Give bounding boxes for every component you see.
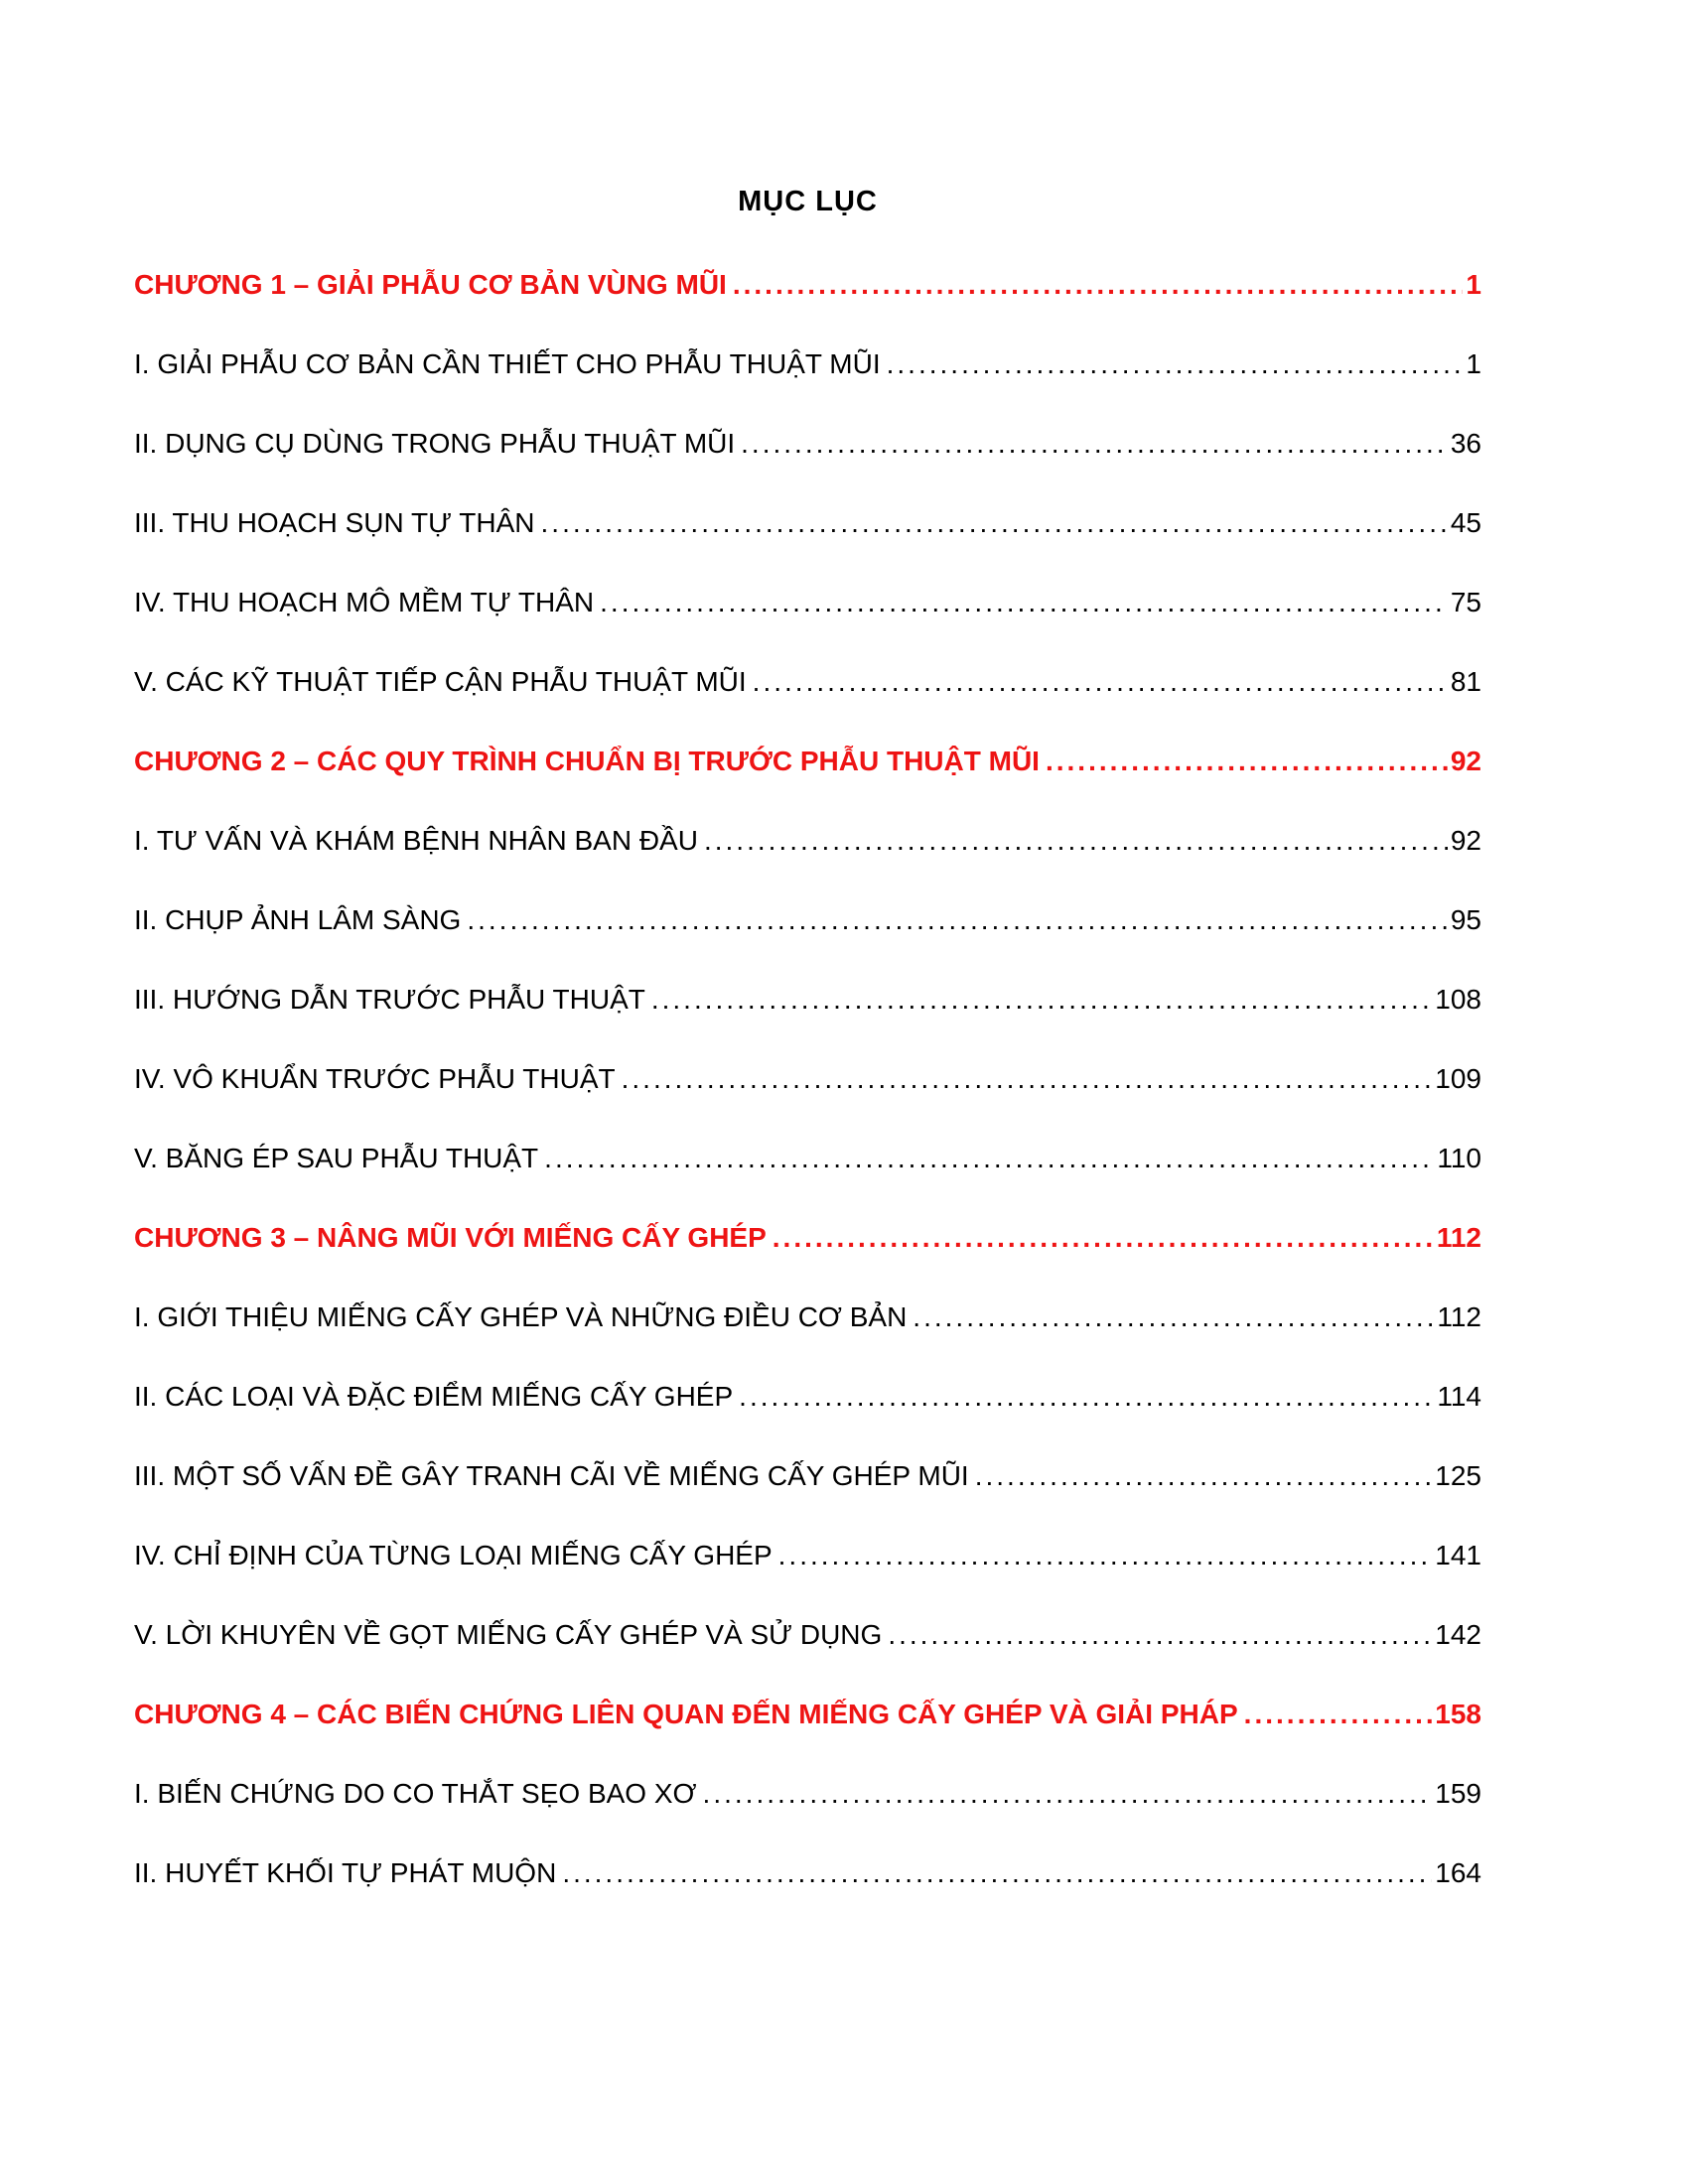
toc-entry-label: I. TƯ VẤN VÀ KHÁM BỆNH NHÂN BAN ĐẦU — [134, 825, 698, 856]
toc-item-row — [134, 801, 1481, 881]
toc-page-number: 1 — [1466, 348, 1481, 379]
toc-item-row — [134, 483, 1481, 563]
toc-entry-label: CHƯƠNG 1 – GIẢI PHẪU CƠ BẢN VÙNG MŨI — [134, 269, 727, 300]
toc-page-number: 92 — [1450, 825, 1481, 856]
toc-entry-label: I. GIỚI THIỆU MIẾNG CẤY GHÉP VÀ NHỮNG ĐIỀU CƠ BẢN — [134, 1301, 908, 1332]
toc-item-row — [134, 881, 1481, 960]
toc-page-number: 159 — [1435, 1778, 1481, 1809]
dotted-leader — [544, 1119, 1434, 1198]
toc-entry-label: II. HUYẾT KHỐI TỰ PHÁT MUỘN — [134, 1857, 557, 1888]
dotted-leader — [1244, 1675, 1433, 1754]
toc-item-row — [134, 563, 1481, 642]
toc-item-row — [134, 1754, 1481, 1834]
toc-page-number: 164 — [1435, 1857, 1481, 1888]
dotted-leader — [622, 1039, 1433, 1119]
toc-page-number: 158 — [1435, 1699, 1481, 1729]
toc-entry-label: V. BĂNG ÉP SAU PHẪU THUẬT — [134, 1143, 539, 1173]
toc-item-row — [134, 1436, 1481, 1516]
dotted-leader — [913, 1278, 1434, 1357]
toc-page-number: 95 — [1450, 904, 1481, 935]
dotted-leader — [778, 1516, 1433, 1595]
toc-page-number: 36 — [1450, 428, 1481, 459]
dotted-leader — [651, 960, 1432, 1039]
toc-entry-label: II. CÁC LOẠI VÀ ĐẶC ĐIỂM MIẾNG CẤY GHÉP — [134, 1381, 734, 1412]
toc-item-row — [134, 1357, 1481, 1436]
dotted-leader — [733, 245, 1464, 325]
dotted-leader — [739, 1357, 1434, 1436]
page-title: MỤC LỤC — [738, 186, 878, 217]
dotted-leader — [562, 1834, 1432, 1913]
toc-entry-label: V. LỜI KHUYÊN VỀ GỌT MIẾNG CẤY GHÉP VÀ SỬ DỤNG — [134, 1619, 883, 1650]
toc-chapter-row — [134, 722, 1481, 801]
toc-page-number: 1 — [1466, 269, 1481, 300]
dotted-leader — [541, 483, 1448, 563]
toc-entry-label: I. GIẢI PHẪU CƠ BẢN CẦN THIẾT CHO PHẪU THUẬT MŨI — [134, 348, 881, 379]
toc-page-number: 81 — [1450, 666, 1481, 697]
toc-entry-label: II. CHỤP ẢNH LÂM SÀNG — [134, 904, 462, 935]
dotted-leader — [600, 563, 1448, 642]
toc-item-row — [134, 1595, 1481, 1675]
toc-entry-label: IV. CHỈ ĐỊNH CỦA TỪNG LOẠI MIẾNG CẤY GHÉP — [134, 1540, 773, 1570]
toc-item-row — [134, 1834, 1481, 1913]
toc-page-number: 112 — [1436, 1222, 1481, 1253]
toc-entry-label: CHƯƠNG 4 – CÁC BIẾN CHỨNG LIÊN QUAN ĐẾN MIẾNG CẤY GHÉP VÀ GIẢI PHÁP — [134, 1699, 1238, 1729]
toc-entry-label: III. THU HOẠCH SỤN TỰ THÂN — [134, 507, 535, 538]
toc-chapter-row — [134, 1198, 1481, 1278]
toc-page-number: 92 — [1450, 746, 1481, 776]
toc-item-row — [134, 404, 1481, 483]
dotted-leader — [773, 1198, 1434, 1278]
toc-item-row — [134, 642, 1481, 722]
toc-entry-label: V. CÁC KỸ THUẬT TIẾP CẬN PHẪU THUẬT MŨI — [134, 666, 747, 697]
toc-page-number: 141 — [1435, 1540, 1481, 1570]
toc-page-number: 125 — [1435, 1460, 1481, 1491]
toc-page-number: 75 — [1450, 587, 1481, 617]
toc-page-number: 142 — [1435, 1619, 1481, 1650]
toc-entry-label: CHƯƠNG 3 – NÂNG MŨI VỚI MIẾNG CẤY GHÉP — [134, 1222, 767, 1253]
toc-entry-label: III. MỘT SỐ VẤN ĐỀ GÂY TRANH CÃI VỀ MIẾNG CẤY GHÉP MŨI — [134, 1460, 969, 1491]
toc-page-number: 109 — [1435, 1063, 1481, 1094]
dotted-leader — [467, 881, 1448, 960]
toc-page-number: 110 — [1437, 1143, 1481, 1173]
toc-item-row — [134, 960, 1481, 1039]
dotted-leader — [753, 642, 1448, 722]
toc-page-number: 108 — [1435, 984, 1481, 1015]
toc-chapter-row — [134, 1675, 1481, 1754]
toc-entry-label: CHƯƠNG 2 – CÁC QUY TRÌNH CHUẨN BỊ TRƯỚC PHẪU THUẬT MŨI — [134, 746, 1040, 776]
toc-item-row — [134, 1278, 1481, 1357]
toc-entry-label: I. BIẾN CHỨNG DO CO THẮT SẸO BAO XƠ — [134, 1778, 697, 1809]
dotted-leader — [888, 1595, 1432, 1675]
dotted-leader — [703, 1754, 1433, 1834]
toc-entry-label: III. HƯỚNG DẪN TRƯỚC PHẪU THUẬT — [134, 984, 645, 1015]
dotted-leader — [1046, 722, 1448, 801]
toc-entry-label: IV. VÔ KHUẨN TRƯỚC PHẪU THUẬT — [134, 1063, 616, 1094]
toc-chapter-row — [134, 245, 1481, 325]
toc-item-row — [134, 1119, 1481, 1198]
dotted-leader — [741, 404, 1448, 483]
dotted-leader — [887, 325, 1464, 404]
toc-page-number: 114 — [1437, 1381, 1481, 1412]
toc-page-number: 112 — [1437, 1301, 1481, 1332]
toc-list — [134, 245, 1481, 1913]
dotted-leader — [975, 1436, 1433, 1516]
toc-item-row — [134, 1039, 1481, 1119]
toc-item-row — [134, 1516, 1481, 1595]
toc-item-row — [134, 325, 1481, 404]
toc-entry-label: IV. THU HOẠCH MÔ MỀM TỰ THÂN — [134, 587, 595, 617]
toc-entry-label: II. DỤNG CỤ DÙNG TRONG PHẪU THUẬT MŨI — [134, 428, 736, 459]
toc-page-number: 45 — [1450, 507, 1481, 538]
dotted-leader — [704, 801, 1448, 881]
